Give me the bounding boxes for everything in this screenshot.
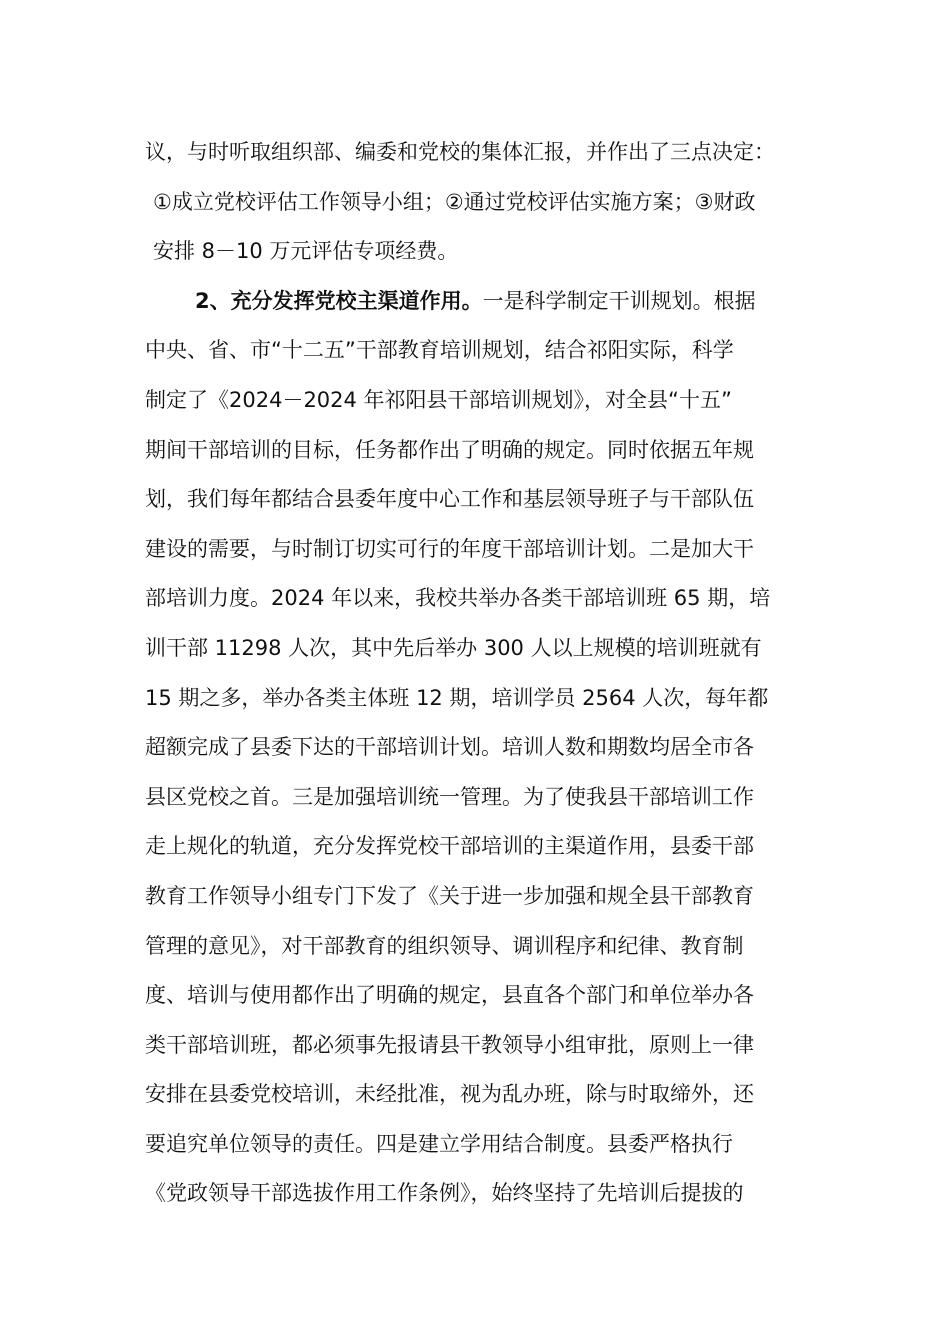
text-line: 安排 8－10 万元评估专项经费。 (153, 239, 459, 264)
text-line: 县区党校之首。三是加强培训统一管理。为了使我县干部培训工作 (145, 784, 754, 809)
text-line: 部培训力度。2024 年以来，我校共举办各类干部培训班 65 期，培 (145, 586, 771, 611)
text-line: 教育工作领导小组专门下发了《关于进一步加强和规全县干部教育 (145, 883, 754, 908)
text-line: 训干部 11298 人次，其中先后举办 300 人以上规模的培训班就有 (145, 635, 762, 660)
text-line: 制定了《2024－2024 年祁阳县干部培训规划》，对全县“十五” (145, 387, 732, 412)
text-line: ①成立党校评估工作领导小组；②通过党校评估实施方案；③财政 (153, 189, 756, 214)
text-line: 度、培训与使用都作出了明确的规定，县直各个部门和单位举办各 (145, 983, 754, 1008)
text-line: 超额完成了县委下达的干部培训计划。培训人数和期数均居全市各 (145, 735, 754, 760)
text-line: 期间干部培训的目标，任务都作出了明确的规定。同时依据五年规 (145, 437, 754, 462)
text-line: 议，与时听取组织部、编委和党校的集体汇报，并作出了三点决定： (145, 140, 775, 164)
text-line: 15 期之多，举办各类主体班 12 期，培训学员 2564 人次，每年都 (145, 685, 769, 710)
text-line: 类干部培训班，都必须事先报请县干教领导小组审批，原则上一律 (145, 1032, 754, 1057)
text-line: 划，我们每年都结合县委年度中心工作和基层领导班子与干部队伍 (145, 487, 754, 512)
text-line: 中央、省、市“十二五”干部教育培训规划，结合祁阳实际，科学 (145, 338, 734, 363)
text-line: 管理的意见》，对干部教育的组织领导、调训程序和纪律、教育制 (145, 933, 744, 958)
text-line: 《党政领导干部选拔作用工作条例》，始终坚持了先培训后提拔的 (145, 1181, 744, 1206)
section-heading-continuation: 一是科学制定干训规划。根据 (482, 288, 756, 313)
text-line: 安排在县委党校培训，未经批准，视为乱办班，除与时取缔外，还 (145, 1082, 754, 1107)
text-line: 建设的需要，与时制订切实可行的年度干部培训计划。二是加大干 (145, 536, 754, 561)
text-line: 要追究单位领导的责任。四是建立学用结合制度。县委严格执行 (145, 1131, 733, 1156)
document-body (145, 128, 815, 1219)
section-heading: 2、充分发挥党校主渠道作用。 (195, 288, 483, 313)
section-heading-line (145, 277, 815, 327)
text-line: 走上规化的轨道，充分发挥党校干部培训的主渠道作用，县委干部 (145, 834, 754, 859)
